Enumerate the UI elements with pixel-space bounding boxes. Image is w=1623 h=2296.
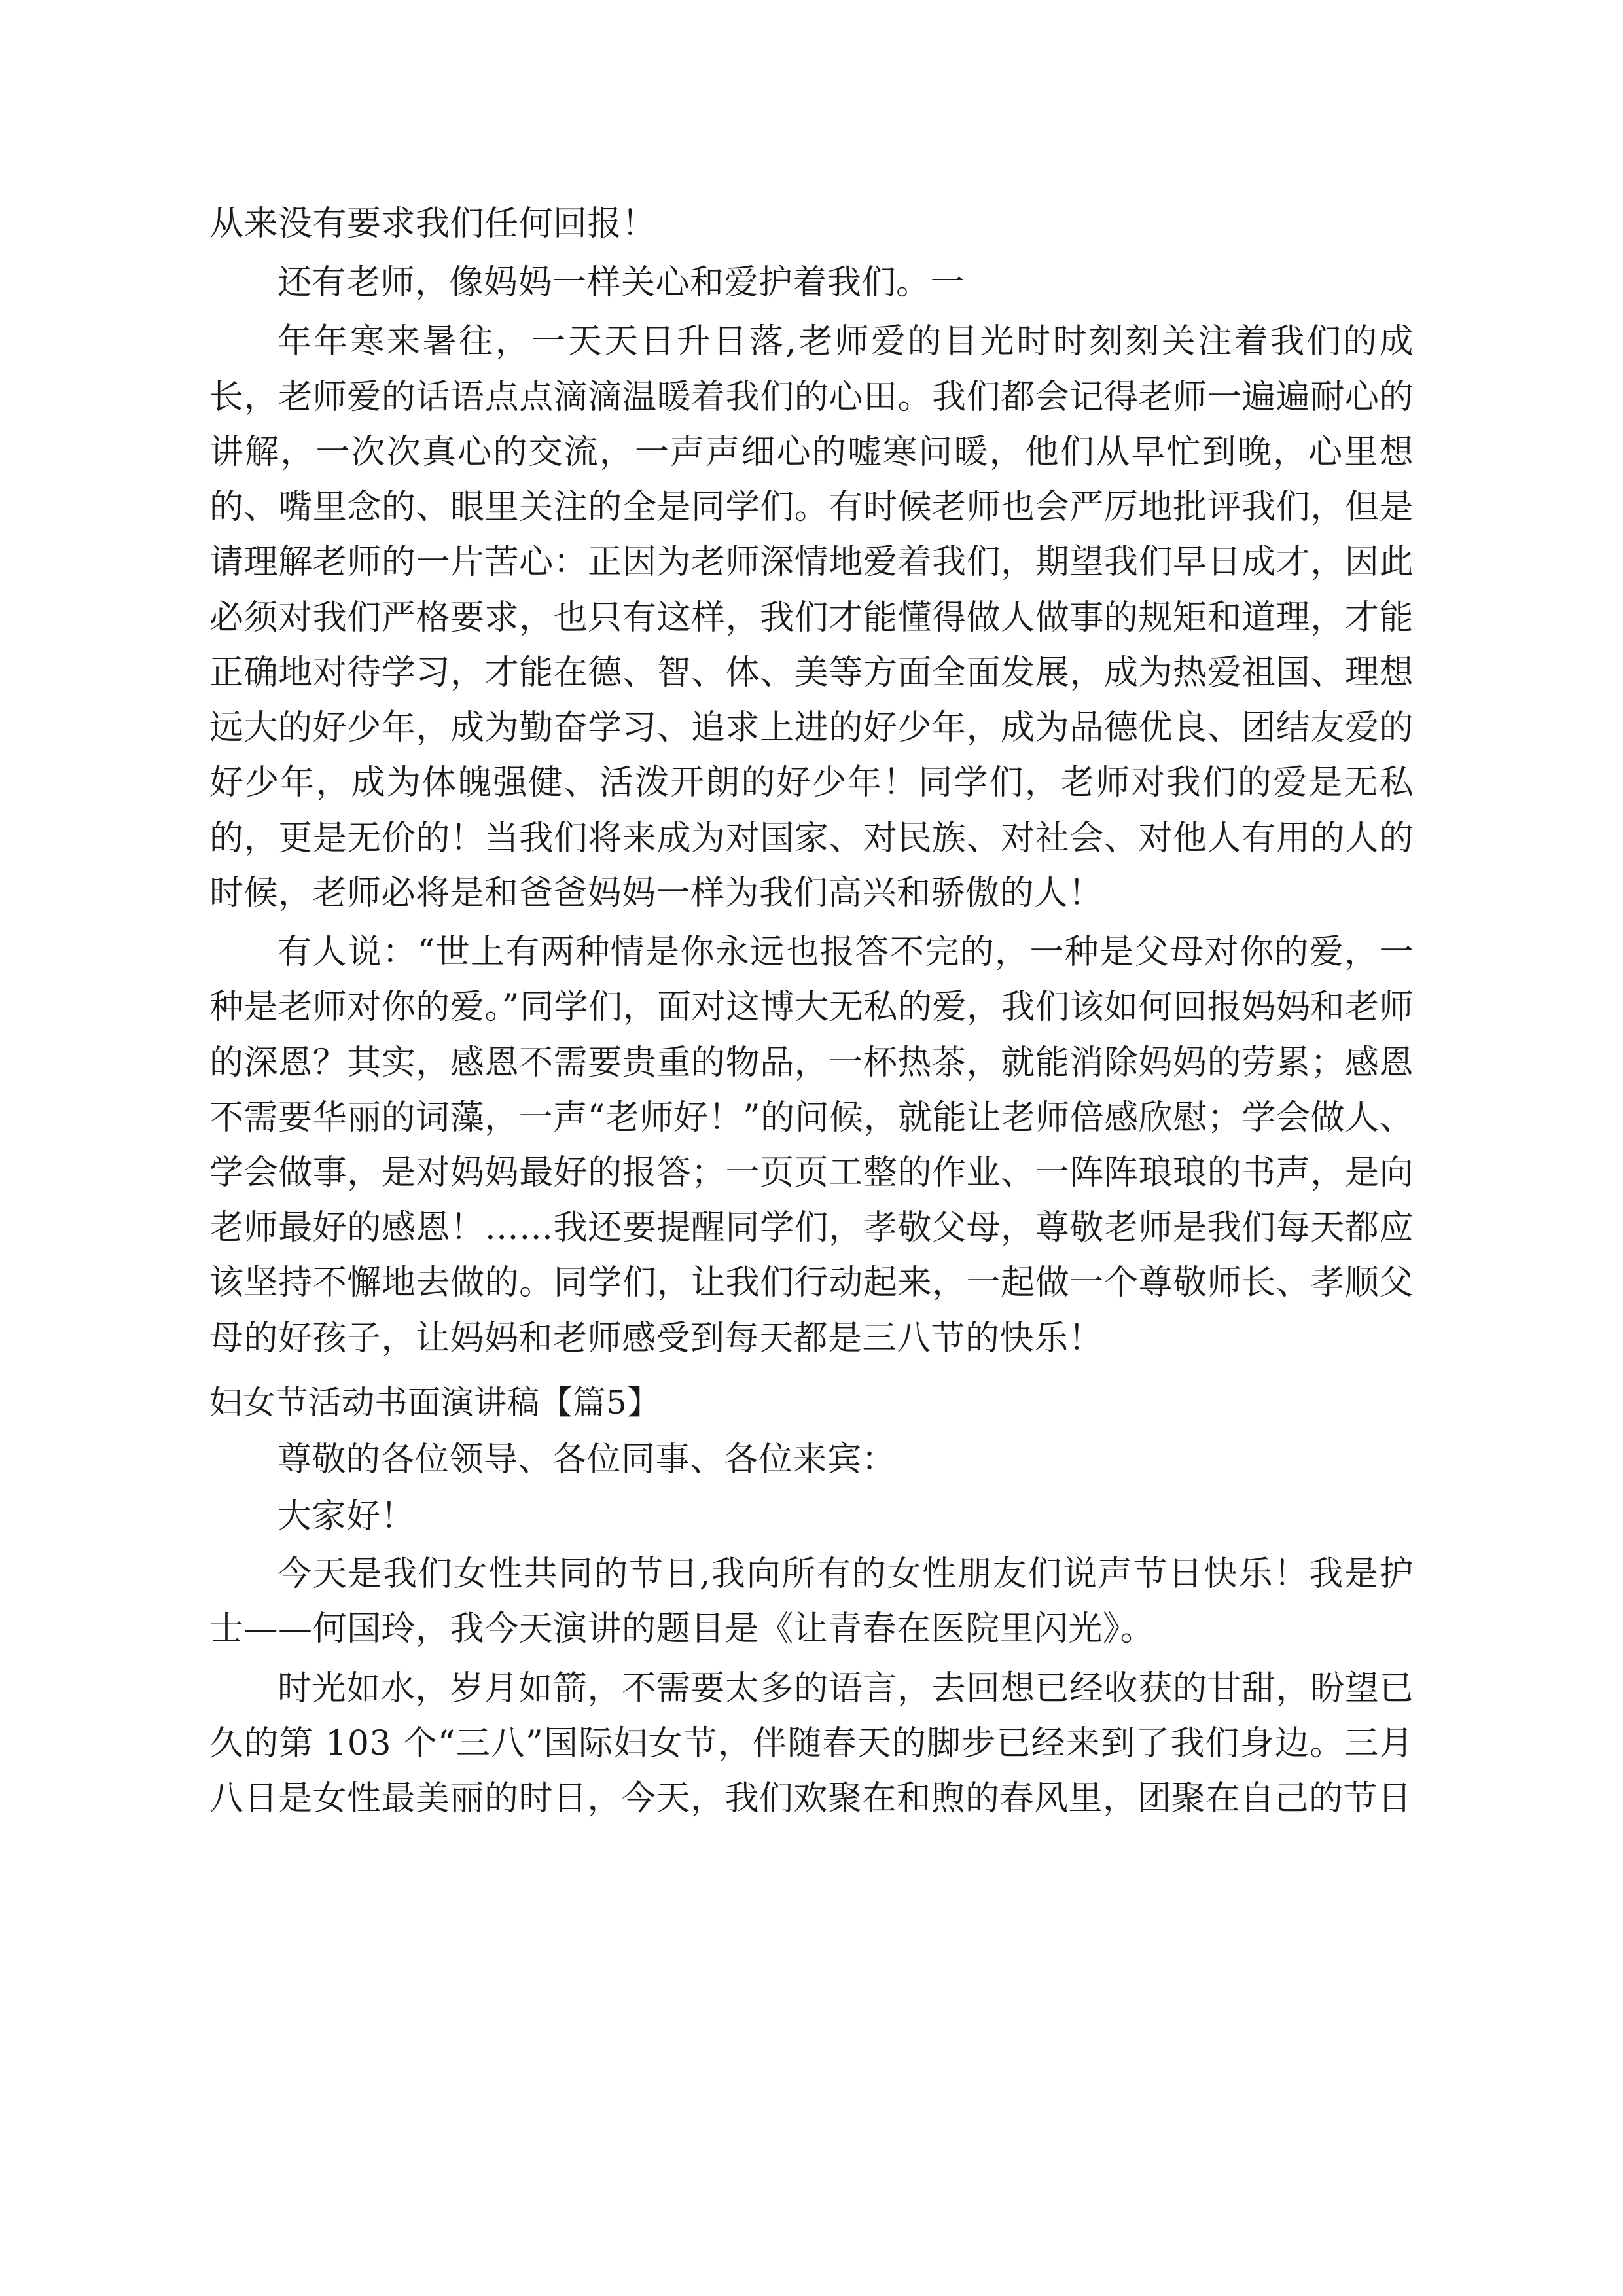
paragraph-greeting: 大家好！ — [277, 1496, 416, 1536]
document-body — [209, 196, 1414, 1826]
section-heading-piece-5: 妇女节活动书面演讲稿【篇5】 — [209, 1383, 660, 1422]
paragraph-9: 时光如水，岁月如箭，不需要太多的语言，去回想已经收获的甘甜，盼望已久的第 103 个“三八”国际妇女节，伴随春天的脚步已经来到了我们身边。三月八日是女性最美丽的时日，今天，我们欢聚在和煦的春风里，团聚在自己的节日 — [209, 1668, 1414, 1819]
paragraph-8: 今天是我们女性共同的节日,我向所有的女性朋友们说声节日快乐！我是护士——何国玲，我今天演讲的题目是《让青春在医院里闪光》。 — [209, 1554, 1414, 1649]
paragraph-2: 还有老师，像妈妈一样关心和爱护着我们。一 — [277, 263, 965, 303]
paragraph-3: 年年寒来暑往，一天天日升日落,老师爱的目光时时刻刻关注着我们的成长，老师爱的话语点点滴滴温暖着我们的心田。我们都会记得老师一遍遍耐心的讲解，一次次真心的交流，一声声细心的嘘寒问暖，他们从早忙到晚，心里想的、嘴里念的、眼里关注的全是同学们。有时候老师也会严厉地批评我们，但是请理解老师的一片苦心：正因为老师深情地爱着我们，期望我们早日成才，因此必须对我们严格要求，也只有这样，我们才能懂得做人做事的规矩和道理，才能正确地对待学习，才能在德、智、体、美等方面全面发展，成为热爱祖国、理想远大的好少年，成为勤奋学习、追求上进的好少年，成为品德优良、团结友爱的好少年，成为体魄强健、活泼开朗的好少年！同学们，老师对我们的爱是无私的，更是无价的！当我们将来成为对国家、对民族、对社会、对他人有用的人的时候，老师必将是和爸爸妈妈一样为我们高兴和骄傲的人！ — [209, 322, 1414, 913]
paragraph-1: 从来没有要求我们任何回报！ — [209, 204, 656, 243]
paragraph-4: 有人说：“世上有两种情是你永远也报答不完的，一种是父母对你的爱，一种是老师对你的爱。”同学们，面对这博大无私的爱，我们该如何回报妈妈和老师的深恩？其实，感恩不需要贵重的物品，一杯热茶，就能消除妈妈的劳累；感恩不需要华丽的词藻，一声“老师好！”的问候，就能让老师倍感欣慰；学会做人、学会做事，是对妈妈最好的报答；一页页工整的作业、一阵阵琅琅的书声，是向老师最好的感恩！……我还要提醒同学们，孝敬父母，尊敬老师是我们每天都应该坚持不懈地去做的。同学们，让我们行动起来，一起做一个尊敬师长、孝顺父母的好孩子，让妈妈和老师感受到每天都是三八节的快乐！ — [209, 933, 1414, 1358]
paragraph-salutation: 尊敬的各位领导、各位同事、各位来宾： — [277, 1439, 897, 1479]
